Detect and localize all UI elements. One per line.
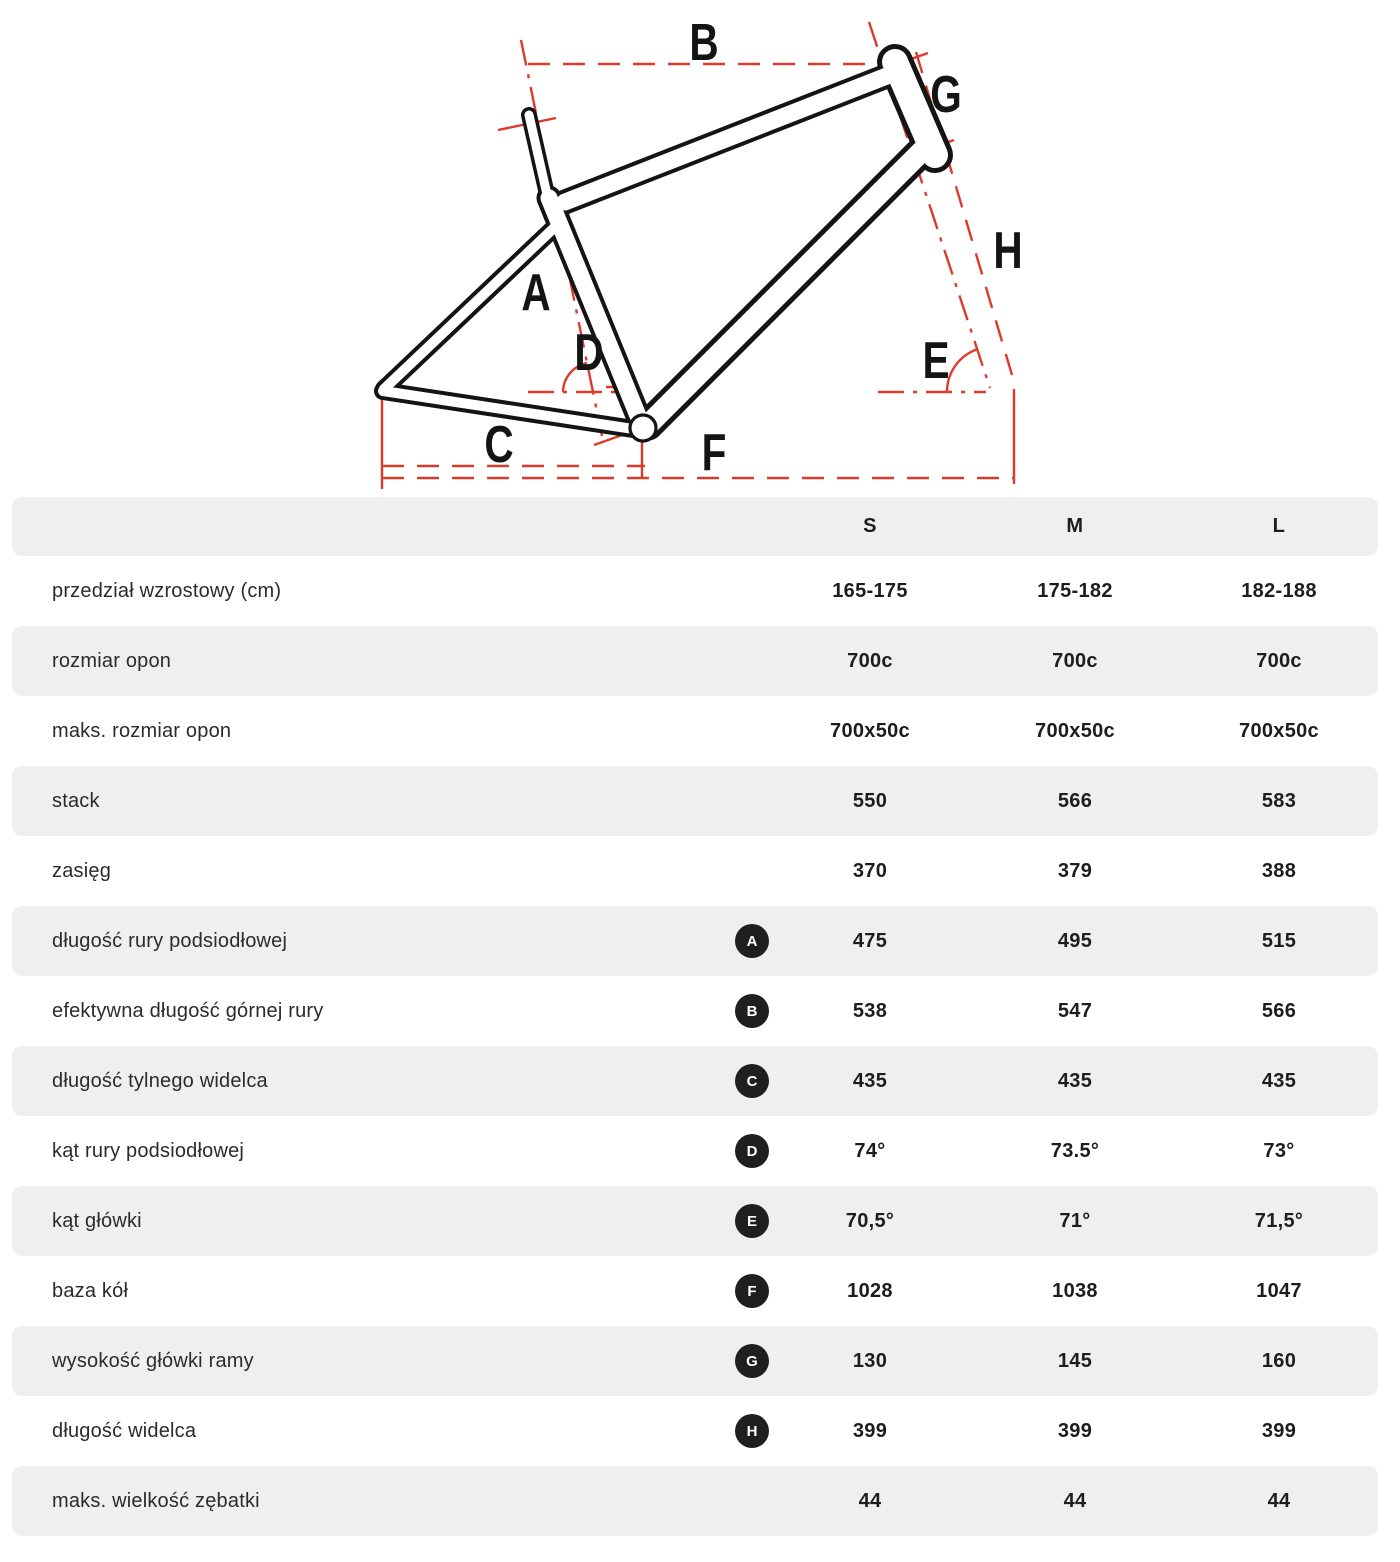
value-s: 550 — [852, 789, 888, 812]
value-l: 700x50c — [1239, 719, 1319, 742]
row-label: maks. wielkość zębatki — [52, 1489, 260, 1512]
table-row — [12, 1326, 1378, 1396]
table-row — [12, 1466, 1378, 1536]
value-l: 700c — [1256, 649, 1302, 672]
row-label: stack — [52, 789, 100, 812]
row-label: długość tylnego widelca — [52, 1069, 268, 1092]
row-label: przedział wzrostowy (cm) — [52, 579, 282, 602]
row-label: długość widelca — [52, 1419, 197, 1442]
table-body — [12, 556, 1378, 1536]
table-row — [12, 1256, 1378, 1326]
dimension-badge-h: H — [735, 1414, 769, 1448]
letter-F: F — [701, 423, 727, 482]
letter-B: B — [689, 13, 719, 72]
dimension-badge-e: E — [735, 1204, 769, 1238]
value-l: 583 — [1261, 789, 1297, 812]
value-l: 182-188 — [1241, 579, 1317, 602]
geometry-table — [12, 497, 1378, 1536]
row-badge-cell — [734, 1414, 770, 1448]
bottom-bracket-circle — [630, 415, 656, 441]
value-s: 700x50c — [830, 719, 910, 742]
column-header-m: M — [1066, 515, 1084, 537]
letter-A: A — [521, 263, 551, 322]
table-row — [12, 1396, 1378, 1466]
table-row — [12, 976, 1378, 1046]
value-s: 1028 — [847, 1279, 893, 1302]
dimension-badge-c: C — [735, 1064, 769, 1098]
value-l: 515 — [1261, 929, 1297, 952]
value-l: 388 — [1261, 859, 1297, 882]
row-badge-cell — [734, 1064, 770, 1098]
value-l: 71,5° — [1254, 1209, 1304, 1232]
value-m: 700x50c — [1035, 719, 1115, 742]
letter-D: D — [574, 323, 604, 382]
dimension-badge-a: A — [735, 924, 769, 958]
table-row — [12, 1046, 1378, 1116]
row-label: rozmiar opon — [52, 649, 172, 672]
row-label: maks. rozmiar opon — [52, 719, 232, 742]
value-s: 70,5° — [845, 1209, 895, 1232]
table-row — [12, 1116, 1378, 1186]
value-m: 495 — [1057, 929, 1093, 952]
value-l: 1047 — [1256, 1279, 1302, 1302]
table-row — [12, 766, 1378, 836]
value-l: 73° — [1263, 1139, 1295, 1162]
row-label: zasięg — [52, 859, 112, 882]
value-m: 379 — [1057, 859, 1093, 882]
value-l: 160 — [1261, 1349, 1297, 1372]
frame-outline-outer — [383, 62, 935, 430]
value-m: 145 — [1057, 1349, 1093, 1372]
table-header-row — [12, 497, 1378, 556]
value-m: 71° — [1059, 1209, 1091, 1232]
value-l: 435 — [1261, 1069, 1297, 1092]
bike-frame-drawing — [0, 0, 1400, 497]
value-m: 700c — [1052, 649, 1098, 672]
value-s: 475 — [852, 929, 888, 952]
value-l: 44 — [1267, 1489, 1291, 1512]
letter-C: C — [484, 415, 514, 474]
table-row — [12, 626, 1378, 696]
value-m: 73.5° — [1050, 1139, 1100, 1162]
row-badge-cell — [734, 1274, 770, 1308]
row-badge-cell — [734, 994, 770, 1028]
value-m: 547 — [1057, 999, 1093, 1022]
letter-H: H — [993, 221, 1023, 280]
value-m: 1038 — [1052, 1279, 1098, 1302]
value-s: 538 — [852, 999, 888, 1022]
table-row — [12, 556, 1378, 626]
value-m: 435 — [1057, 1069, 1093, 1092]
table-row — [12, 1186, 1378, 1256]
row-badge-cell — [734, 1204, 770, 1238]
value-m: 44 — [1063, 1489, 1087, 1512]
row-badge-cell — [734, 1134, 770, 1168]
row-label: długość rury podsiodłowej — [52, 929, 288, 952]
row-label: kąt główki — [52, 1209, 142, 1232]
dimension-badge-b: B — [735, 994, 769, 1028]
row-badge-cell — [734, 1344, 770, 1378]
table-row — [12, 906, 1378, 976]
value-s: 74° — [854, 1139, 886, 1162]
letter-G: G — [930, 65, 962, 124]
table-row — [12, 836, 1378, 906]
value-m: 566 — [1057, 789, 1093, 812]
value-m: 399 — [1057, 1419, 1093, 1442]
value-s: 44 — [858, 1489, 882, 1512]
dimension-badge-f: F — [735, 1274, 769, 1308]
value-s: 399 — [852, 1419, 888, 1442]
angle-arc-E — [947, 349, 978, 392]
value-l: 566 — [1261, 999, 1297, 1022]
row-label: baza kół — [52, 1279, 129, 1302]
value-s: 165-175 — [832, 579, 908, 602]
column-header-s: S — [863, 515, 877, 537]
row-label: wysokość główki ramy — [52, 1349, 254, 1372]
value-s: 435 — [852, 1069, 888, 1092]
frame-geometry-diagram — [0, 0, 1400, 497]
table-row — [12, 696, 1378, 766]
row-badge-cell — [734, 924, 770, 958]
value-s: 700c — [847, 649, 893, 672]
frame-outline-inner — [383, 62, 935, 430]
letter-E: E — [922, 331, 950, 390]
value-m: 175-182 — [1037, 579, 1113, 602]
column-header-l: L — [1272, 515, 1286, 537]
value-l: 399 — [1261, 1419, 1297, 1442]
dimension-badge-d: D — [735, 1134, 769, 1168]
value-s: 370 — [852, 859, 888, 882]
dimension-badge-g: G — [735, 1344, 769, 1378]
row-label: efektywna długość górnej rury — [52, 999, 324, 1022]
value-s: 130 — [852, 1349, 888, 1372]
row-label: kąt rury podsiodłowej — [52, 1139, 245, 1162]
